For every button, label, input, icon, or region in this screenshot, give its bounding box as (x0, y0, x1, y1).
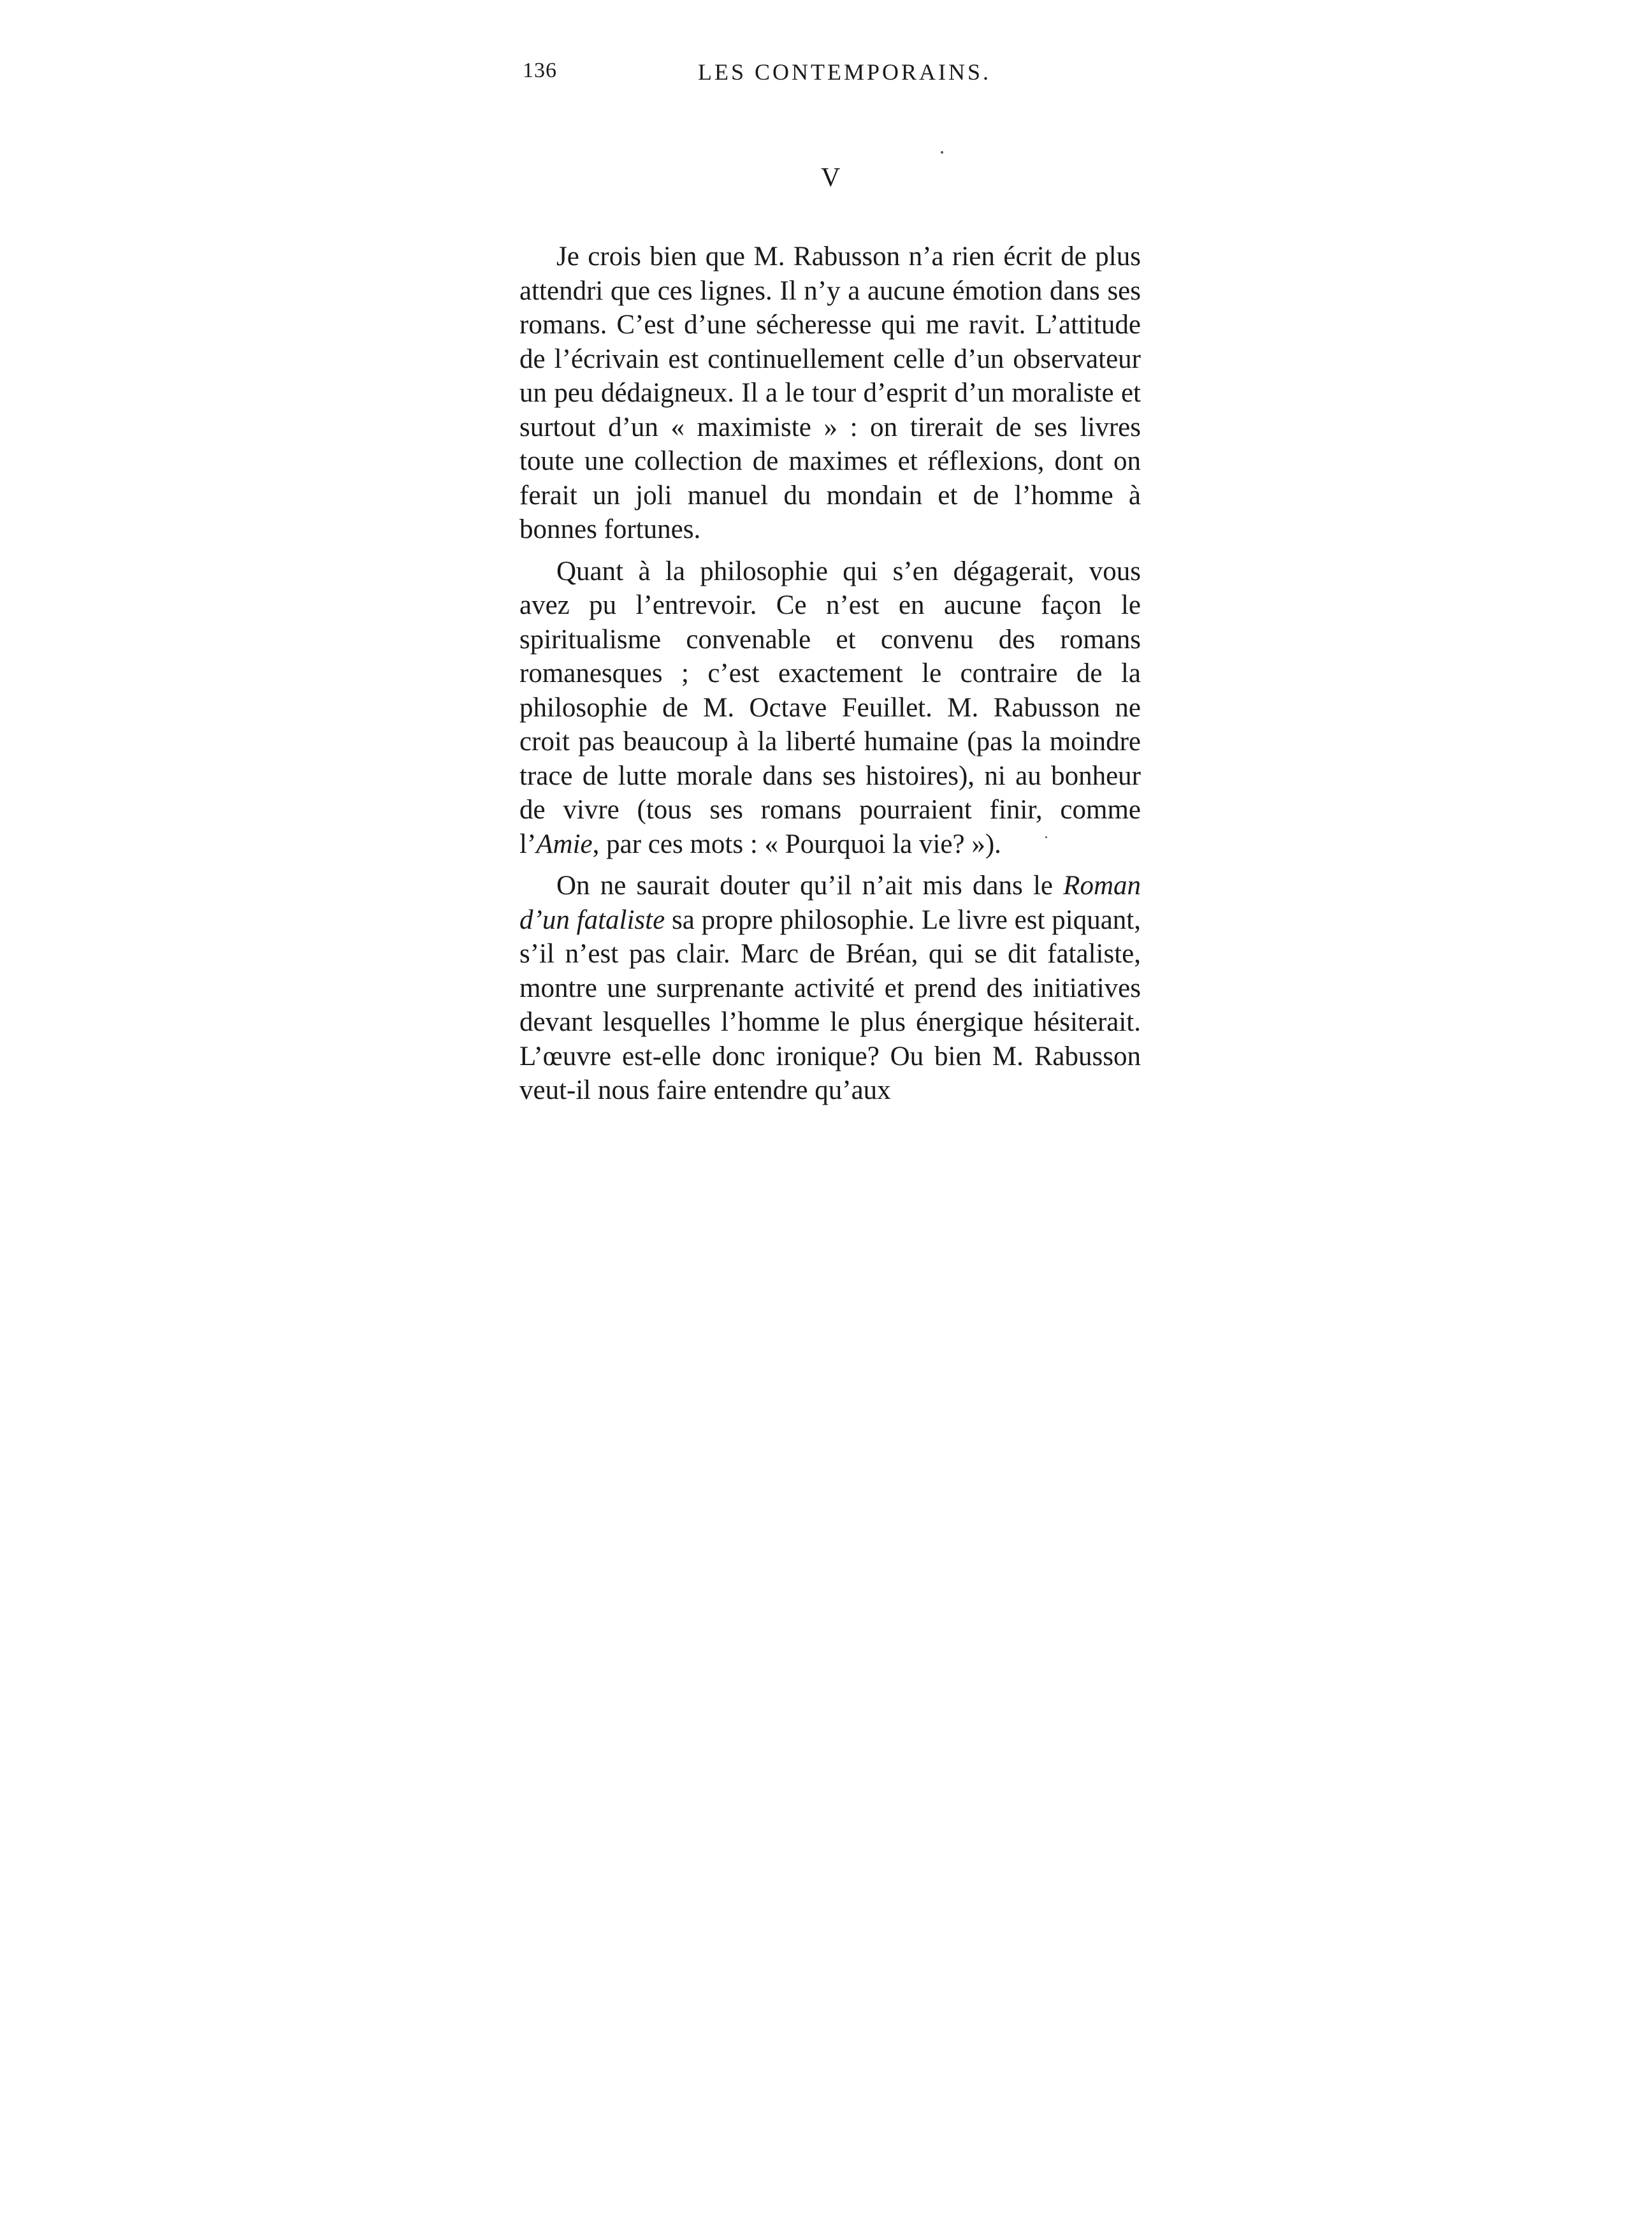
paragraph-2-title-amie: Amie (536, 829, 593, 859)
paragraph-2-text-a: Quant à la philosophie qui s’en dégagerait, vous avez pu l’entrevoir. Ce n’est en aucune façon le spiritualisme convenable et convenu des romans romanesques ; c’est exactement le contraire de la philosophie de M. Octave Feuillet. M. Rabusson ne croit pas beaucoup à la liberté humaine (pas la moindre trace de lutte morale dans ses histoires), ni au bonheur de vivre (tous ses romans pourraient finir, comme l’ (519, 556, 1141, 859)
running-title: LES CONTEMPORAINS. (698, 59, 992, 85)
paragraph-3-title-roman: Roman d’un fataliste (519, 871, 1141, 935)
paragraph-3-text-a: On ne saurait douter qu’il n’ait mis dans le (556, 871, 1064, 901)
section-number: V (821, 163, 841, 192)
paragraph-3 (519, 869, 1141, 1108)
print-speck (941, 151, 943, 154)
paragraph-2-text-b: , par ces mots : « Pourquoi la vie? »). (592, 829, 1001, 859)
running-header (523, 59, 1147, 97)
print-speck (1045, 836, 1047, 838)
page-number: 136 (523, 59, 557, 82)
paragraph-3-text-b: sa propre philosophie. Le livre est piquant, s’il n’est pas clair. Marc de Bréan, qui se dit fataliste, montre une surprenante activité et prend des initiatives devant lesquelles l’homme le plus énergique hésiterait. L’œuvre est-elle donc ironique? Ou bien M. Rabusson veut-il nous faire entendre qu’aux (519, 904, 1141, 1105)
paragraph-1-text: Je crois bien que M. Rabusson n’a rien écrit de plus attendri que ces lignes. Il n’y a aucune émotion dans ses romans. C’est d’une sécheresse qui me ravit. L’attitude de l’écrivain est continuellement celle d’un observateur un peu dédaigneux. Il a le tour d’esprit d’un moraliste et surtout d’un « maximiste » : on tirerait de ses livres toute une collection de maximes et réflexions, dont on ferait un joli manuel du mondain et de l’homme à bonnes fortunes. (519, 242, 1141, 544)
paragraph-2 (519, 555, 1141, 862)
body-text (519, 240, 1141, 1108)
paragraph-1 (519, 240, 1141, 547)
